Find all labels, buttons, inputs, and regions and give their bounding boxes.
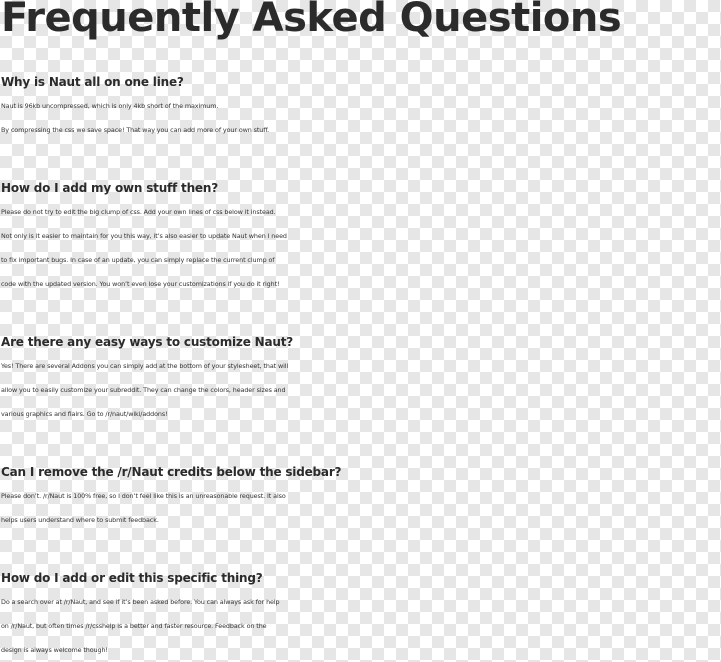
page-title: Frequently Asked Questions	[1, 0, 622, 41]
faq-answer-line: Please don’t. /r/Naut is 100% free, so I don’t feel like this is an unreasonable request. It also	[1, 492, 286, 500]
faq-item-edit-thing	[1, 566, 721, 662]
faq-question: How do I add or edit this specific thing?	[1, 571, 263, 585]
faq-item-one-line	[1, 70, 721, 142]
faq-answer-line: design is always welcome though!	[1, 646, 108, 654]
faq-question: How do I add my own stuff then?	[1, 181, 218, 195]
faq-answer-line: Please do not try to edit the big clump of css. Add your own lines of css below it instead.	[1, 208, 276, 216]
faq-answer-line: to fix important bugs. In case of an update, you can simply replace the current clump of	[1, 256, 275, 264]
faq-item-add-stuff	[1, 176, 721, 296]
faq-answer-line: allow you to easily customize your subreddit. They can change the colors, header sizes and	[1, 386, 286, 394]
faq-item-customize	[1, 330, 721, 426]
faq-question: Can I remove the /r/Naut credits below the sidebar?	[1, 465, 342, 479]
faq-answer-line: Not only is it easier to maintain for you this way, it’s also easier to update Naut when I need	[1, 232, 287, 240]
faq-answer-line: helps users understand where to submit feedback.	[1, 516, 159, 524]
faq-answer-line: Naut is 96kb uncompressed, which is only 4kb short of the maximum.	[1, 102, 219, 110]
faq-answer-line: various graphics and flairs. Go to /r/naut/wiki/addons!	[1, 410, 168, 418]
faq-answer-line: on /r/Naut, but often times /r/csshelp is a better and faster resource. Feedback on the	[1, 622, 267, 630]
faq-item-credits	[1, 460, 721, 532]
faq-answer-line: code with the updated version. You won’t even lose your customizations if you do it right!	[1, 280, 280, 288]
faq-question: Are there any easy ways to customize Naut?	[1, 335, 293, 349]
faq-answer-line: Yes! There are several Addons you can simply add at the bottom of your stylesheet, that will	[1, 362, 289, 370]
faq-question: Why is Naut all on one line?	[1, 75, 184, 89]
faq-answer-line: By compressing the css we save space! That way you can add more of your own stuff.	[1, 126, 269, 134]
faq-answer-line: Do a search over at /r/Naut, and see if it’s been asked before. You can always ask for help	[1, 598, 280, 606]
